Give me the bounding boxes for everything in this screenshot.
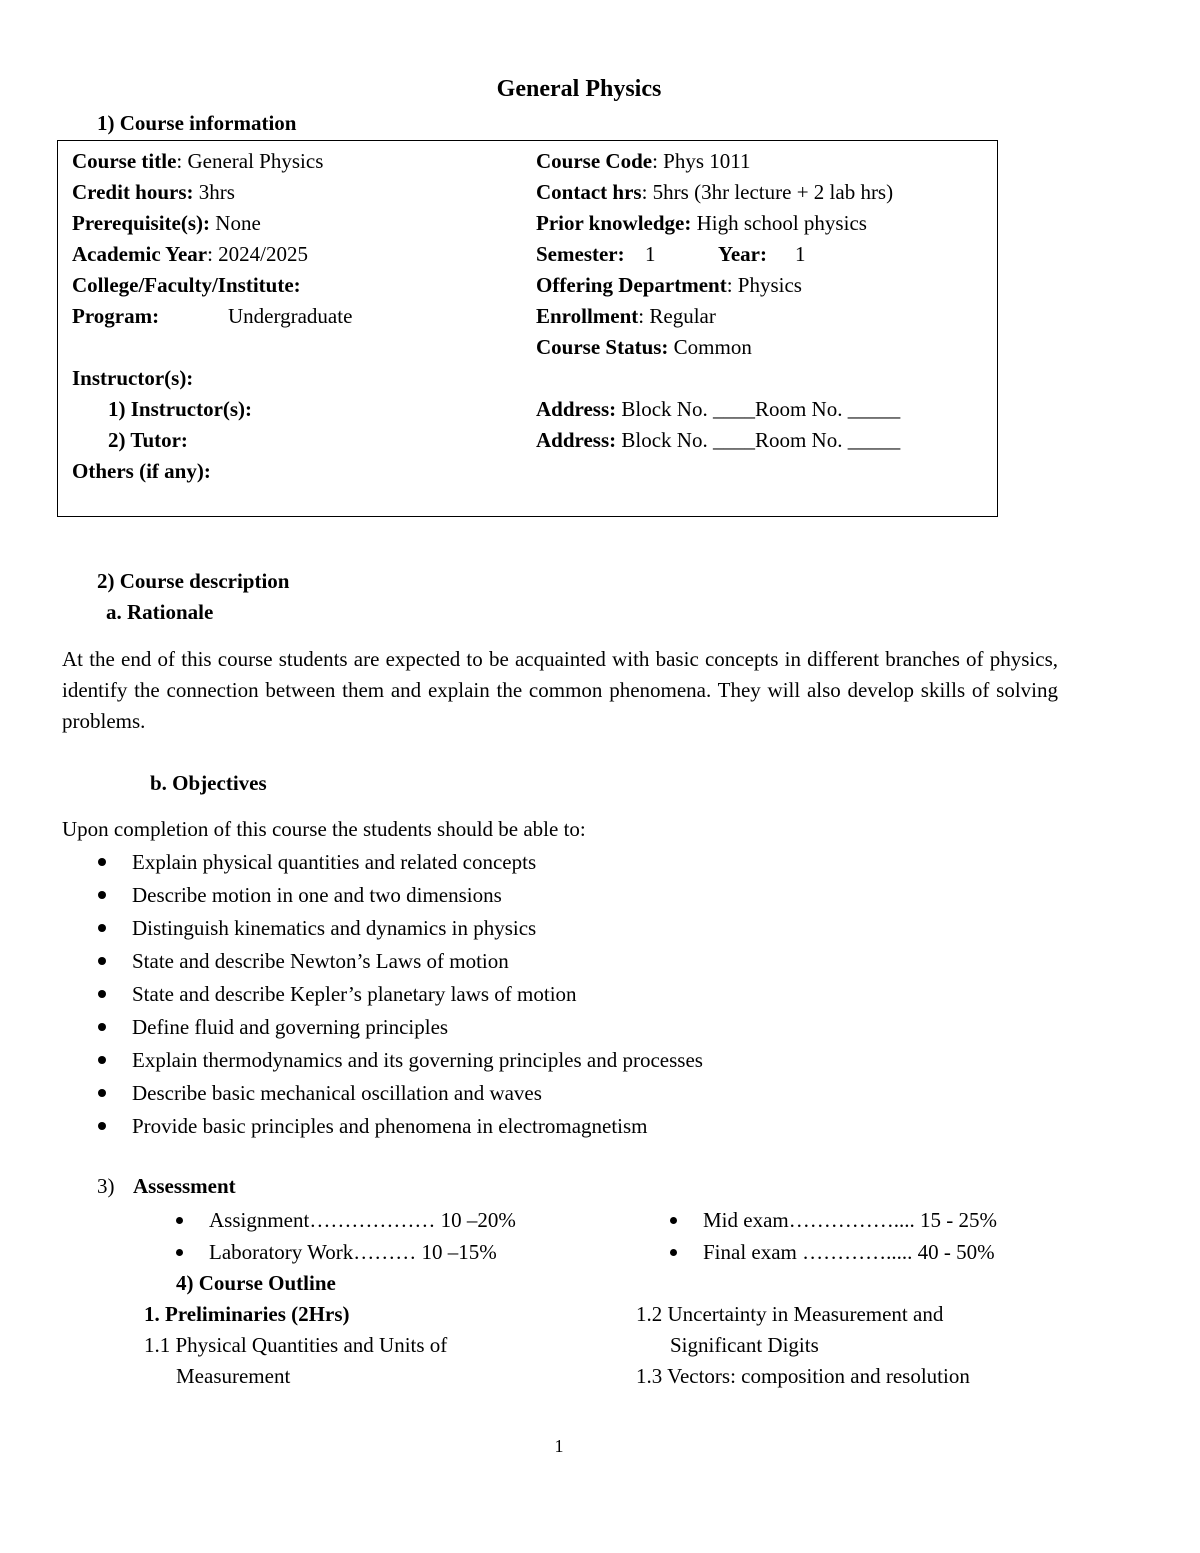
bullet-icon xyxy=(98,957,106,965)
prerequisite-row xyxy=(72,208,261,239)
list-item xyxy=(98,978,703,1011)
bullet-icon xyxy=(98,1122,106,1130)
course-code-value: : Phys 1011 xyxy=(652,149,751,173)
objective-text: Explain thermodynamics and its governing principles and processes xyxy=(132,1048,703,1072)
assessment-assignment-text: Assignment……………… 10 –20% xyxy=(209,1208,516,1232)
objective-text: State and describe Newton’s Laws of motion xyxy=(132,949,509,973)
objectives-intro: Upon completion of this course the students should be able to: xyxy=(62,817,586,841)
college-label: College/Faculty/Institute: xyxy=(72,273,301,297)
course-title-value: : General Physics xyxy=(176,149,324,173)
academic-year-row xyxy=(72,239,308,270)
bullet-icon xyxy=(176,1249,183,1256)
assessment-lab xyxy=(176,1237,497,1268)
contact-hours-value: : 5hrs (3hr lecture + 2 lab hrs) xyxy=(641,180,894,204)
tutor-label: 2) Tutor: xyxy=(108,428,188,452)
year-label: Year: xyxy=(718,242,767,266)
contact-hours-label: Contact hrs xyxy=(536,180,642,204)
others-label: Others (if any): xyxy=(72,459,211,483)
objective-text: Describe basic mechanical oscillation and waves xyxy=(132,1081,542,1105)
offering-department-value: : Physics xyxy=(726,273,802,297)
enrollment-row xyxy=(536,301,716,332)
credit-hours-value: 3hrs xyxy=(193,180,235,204)
credit-hours-label: Credit hours: xyxy=(72,180,194,204)
address-1-label: Address: xyxy=(536,397,617,421)
list-item xyxy=(98,879,703,912)
course-title-label: Course title xyxy=(72,149,177,173)
objective-text: State and describe Kepler’s planetary laws of motion xyxy=(132,982,577,1006)
section-3-heading: Assessment xyxy=(133,1174,236,1198)
bullet-icon xyxy=(98,891,106,899)
prerequisite-value: None xyxy=(210,211,261,235)
bullet-icon xyxy=(98,924,106,932)
enrollment-value: : Regular xyxy=(638,304,716,328)
outline-item-1-2: 1.2 Uncertainty in Measurement and xyxy=(636,1302,944,1326)
objective-text: Define fluid and governing principles xyxy=(132,1015,449,1039)
page-number: 1 xyxy=(554,1436,564,1456)
assessment-assignment xyxy=(176,1205,516,1236)
objective-text: Explain physical quantities and related concepts xyxy=(132,850,537,874)
list-item xyxy=(98,912,703,945)
rationale-text: At the end of this course students are expected to be acquainted with basic concepts in different branches of physics, identify the connection between them and explain the common phenomena. They will also develop skills of solving problems. xyxy=(62,647,1058,733)
course-status-label: Course Status: xyxy=(536,335,669,359)
section-2-heading: 2) Course description xyxy=(97,569,290,593)
objective-text: Distinguish kinematics and dynamics in physics xyxy=(132,916,537,940)
semester-label: Semester: xyxy=(536,242,625,266)
academic-year-label: Academic Year xyxy=(72,242,208,266)
course-code-label: Course Code xyxy=(536,149,653,173)
objective-text: Describe motion in one and two dimensions xyxy=(132,883,502,907)
year-value: 1 xyxy=(795,242,806,266)
program-label: Program: xyxy=(72,304,160,328)
assessment-final xyxy=(670,1237,995,1268)
bullet-icon xyxy=(670,1217,677,1224)
objective-text: Provide basic principles and phenomena in electromagnetism xyxy=(132,1114,648,1138)
assessment-mid-text: Mid exam…………….... 15 - 25% xyxy=(703,1208,997,1232)
address-2-row xyxy=(536,425,900,456)
address-1-row xyxy=(536,394,900,425)
offering-department-row xyxy=(536,270,802,301)
course-status-row xyxy=(536,332,752,363)
list-item xyxy=(98,945,703,978)
objectives-heading: b. Objectives xyxy=(150,771,267,795)
section-3-number: 3) xyxy=(97,1174,115,1198)
course-title-row xyxy=(72,146,323,177)
outline-item-1-1-cont: Measurement xyxy=(176,1364,291,1388)
page-title: General Physics xyxy=(496,76,662,102)
instructors-label: Instructor(s): xyxy=(72,366,194,390)
semester-value: 1 xyxy=(645,242,656,266)
prior-knowledge-row xyxy=(536,208,867,239)
prerequisite-label: Prerequisite(s): xyxy=(72,211,211,235)
academic-year-value: : 2024/2025 xyxy=(207,242,309,266)
bullet-icon xyxy=(98,1056,106,1064)
rationale-heading: a. Rationale xyxy=(106,600,214,624)
bullet-icon xyxy=(98,858,106,866)
bullet-icon xyxy=(176,1217,183,1224)
chapter-1-heading: 1. Preliminaries (2Hrs) xyxy=(144,1302,350,1326)
enrollment-label: Enrollment xyxy=(536,304,639,328)
bullet-icon xyxy=(670,1249,677,1256)
course-status-value: Common xyxy=(668,335,752,359)
address-2-label: Address: xyxy=(536,428,617,452)
program-value: Undergraduate xyxy=(228,304,353,328)
assessment-mid xyxy=(670,1205,997,1236)
offering-department-label: Offering Department xyxy=(536,273,727,297)
prior-knowledge-label: Prior knowledge: xyxy=(536,211,692,235)
bullet-icon xyxy=(98,1023,106,1031)
bullet-icon xyxy=(98,990,106,998)
instructor-1-label: 1) Instructor(s): xyxy=(108,397,253,421)
list-item xyxy=(98,846,703,879)
section-1-heading: 1) Course information xyxy=(97,111,297,135)
list-item xyxy=(98,1044,703,1077)
list-item xyxy=(98,1110,703,1143)
bullet-icon xyxy=(98,1089,106,1097)
assessment-lab-text: Laboratory Work……… 10 –15% xyxy=(209,1240,497,1264)
outline-item-1-2-cont: Significant Digits xyxy=(670,1333,819,1357)
address-2-value: Block No. ____Room No. _____ xyxy=(616,428,901,452)
outline-item-1-1: 1.1 Physical Quantities and Units of xyxy=(144,1333,448,1357)
assessment-final-text: Final exam …………..... 40 - 50% xyxy=(703,1240,995,1264)
list-item xyxy=(98,1077,703,1110)
prior-knowledge-value: High school physics xyxy=(691,211,867,235)
contact-hours-row xyxy=(536,177,893,208)
outline-item-1-3: 1.3 Vectors: composition and resolution xyxy=(636,1364,970,1388)
list-item xyxy=(98,1011,703,1044)
credit-hours-row xyxy=(72,177,235,208)
address-1-value: Block No. ____Room No. _____ xyxy=(616,397,901,421)
objectives-list xyxy=(98,846,703,1143)
course-code-row xyxy=(536,146,751,177)
section-4-heading: 4) Course Outline xyxy=(176,1271,336,1295)
